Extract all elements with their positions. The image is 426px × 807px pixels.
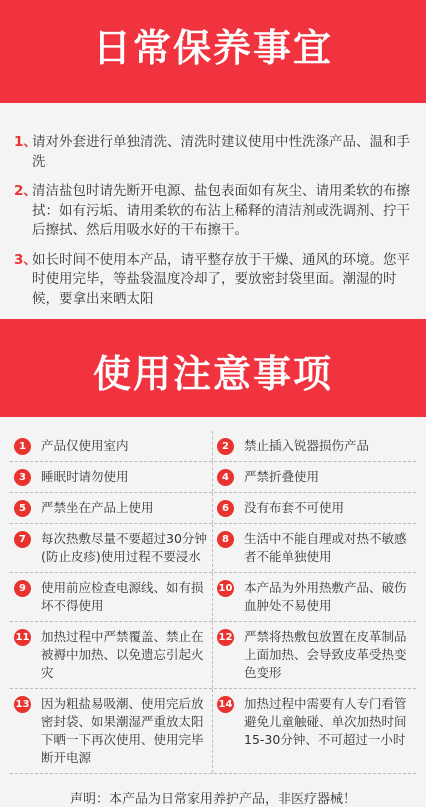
precautions-row [10,573,416,622]
number-badge: 4 [217,469,234,486]
precaution-item [10,573,213,621]
number-badge: 1 [14,438,31,455]
precaution-item [10,431,213,461]
number-badge: 3 [14,469,31,486]
precaution-item [10,524,213,572]
precautions-row [10,431,416,462]
number-badge: 9 [14,580,31,597]
care-item-text: 如长时间不使用本产品，请平整存放于干燥、通风的环境。您平时使用完毕，等盐袋温度冷却了，要放密封袋里面。潮湿的时候，要拿出来晒太阳 [32,251,410,307]
care-item-number: 2、 [14,183,37,199]
use-title: 使用注意事项 [92,352,333,396]
precaution-text: 严禁坐在产品上使用 [41,500,154,515]
number-badge: 10 [217,580,234,597]
number-badge: 13 [14,696,31,713]
precautions-row [10,462,416,493]
precaution-item [213,493,416,523]
precautions-row [10,493,416,524]
precaution-text: 加热过程中严禁覆盖、禁止在被褥中加热、以免遗忘引起火灾 [41,629,204,680]
precaution-item [10,622,213,688]
precaution-text: 每次热敷尽量不要超过30分钟(防止皮疹)使用过程不要浸水 [41,531,207,564]
precaution-item [213,524,416,572]
care-section [0,103,426,309]
care-title: 日常保养事宜 [92,26,333,70]
use-header [0,319,426,417]
precaution-text: 本产品为外用热敷产品、破伤血肿处不易使用 [244,580,407,613]
precaution-item [213,622,416,688]
care-item-number: 3、 [14,251,37,268]
precaution-text: 产品仅使用室内 [41,438,129,453]
precaution-item [10,462,213,492]
precautions-row [10,622,416,689]
precautions-grid [10,431,416,774]
number-badge: 8 [217,531,234,548]
number-badge: 2 [217,438,234,455]
number-badge: 12 [217,629,234,646]
precaution-text: 生活中不能自理或对热不敏感者不能单独使用 [244,531,407,564]
precaution-item [10,493,213,523]
number-badge: 7 [14,531,31,548]
care-item [14,251,416,310]
precaution-text: 使用前应检查电源线、如有损坏不得使用 [41,580,204,613]
precaution-item [213,462,416,492]
precautions-row [10,524,416,573]
precaution-text: 禁止插入锐器损伤产品 [244,438,370,453]
care-item-text: 请对外套进行单独清洗、清洗时建议使用中性洗涤产品、温和手洗 [32,134,410,170]
care-item [14,133,416,172]
number-badge: 14 [217,696,234,713]
number-badge: 11 [14,629,31,646]
number-badge: 5 [14,500,31,517]
care-item [14,182,416,241]
precaution-text: 严禁折叠使用 [244,469,320,484]
precaution-item [10,689,213,773]
precautions-row [10,689,416,774]
precaution-item [213,573,416,621]
precaution-text: 严禁将热敷包放置在皮革制品上面加热、会导致皮革受热变色变形 [244,629,407,680]
number-badge: 6 [217,500,234,517]
precaution-text: 因为粗盐易吸潮、使用完后放密封袋、如果潮湿严重放太阳下晒一下再次使用、使用完毕断开电源 [41,696,204,765]
precaution-text: 加热过程中需要有人专门看管避免儿童触碰、单次加热时间15-30分钟、不可超过一小时 [244,696,407,747]
precaution-text: 没有布套不可使用 [244,500,345,515]
precaution-item [213,431,416,461]
care-item-text: 清洁盐包时请先断开电源、盐包表面如有灰尘、请用柔软的布擦拭：如有污垢、请用柔软的布沾上稀释的清洁剂或洗调剂、拧干后擦拭、然后用吸水好的干布擦干。 [32,183,410,238]
care-header [0,0,426,103]
disclaimer: 声明：本产品为日常家用养护产品，非医疗器械！ [69,792,356,807]
precaution-text: 睡眠时请勿使用 [41,469,129,484]
precaution-item [213,689,416,773]
care-item-number: 1、 [14,134,37,150]
